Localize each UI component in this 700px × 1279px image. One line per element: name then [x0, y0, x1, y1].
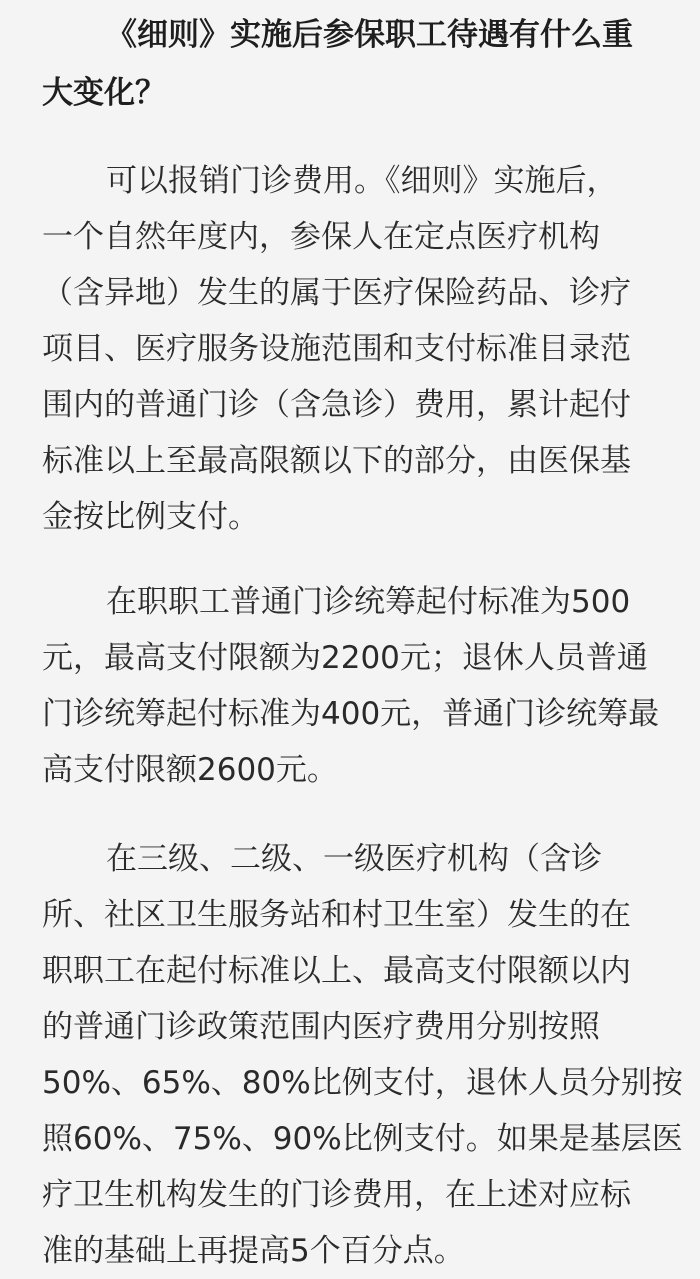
paragraph-line: 准的基础上再提高5个百分点。 — [42, 1233, 465, 1269]
paragraph-line: 围内的普通门诊（含急诊）费用，累计起付 — [42, 387, 631, 423]
heading-line: 《细则》实施后参保职工待遇有什么重 — [106, 17, 633, 53]
paragraph-line: 所、社区卫生服务站和村卫生室）发生的在 — [42, 897, 631, 933]
paragraph-line: 金按比例支付。 — [42, 499, 259, 535]
paragraph-line: 可以报销门诊费用。《细则》实施后， — [106, 163, 618, 199]
article-heading — [42, 6, 662, 122]
paragraph-line: 门诊统筹起付标准为400元，普通门诊统筹最 — [42, 696, 660, 732]
paragraph-line: 照60%、75%、90%比例支付。如果是基层医 — [42, 1121, 683, 1157]
heading-line: 大变化？ — [42, 75, 166, 111]
paragraph-line: 高支付限额2600元。 — [42, 752, 338, 788]
paragraph-line: （含异地）发生的属于医疗保险药品、诊疗 — [42, 275, 631, 311]
paragraph-line: 疗卫生机构发生的门诊费用，在上述对应标 — [42, 1177, 631, 1213]
paragraph-line: 元，最高支付限额为2200元；退休人员普通 — [42, 640, 648, 676]
paragraph-line: 在职职工普通门诊统筹起付标准为500 — [106, 584, 631, 620]
paragraph-line: 职职工在起付标准以上、最高支付限额以内 — [42, 953, 631, 989]
paragraph-payment-thresholds — [42, 574, 672, 798]
paragraph-payment-ratios — [42, 831, 683, 1279]
paragraph-line: 50%、65%、80%比例支付，退休人员分别按 — [42, 1065, 683, 1101]
paragraph-line: 项目、医疗服务设施范围和支付标准目录范 — [42, 331, 631, 367]
paragraph-line: 在三级、二级、一级医疗机构（含诊 — [106, 841, 602, 877]
paragraph-line: 标准以上至最高限额以下的部分，由医保基 — [42, 443, 631, 479]
paragraph-outpatient-reimbursement — [42, 153, 672, 545]
paragraph-line: 的普通门诊政策范围内医疗费用分别按照 — [42, 1009, 600, 1045]
paragraph-line: 一个自然年度内，参保人在定点医疗机构 — [42, 219, 600, 255]
